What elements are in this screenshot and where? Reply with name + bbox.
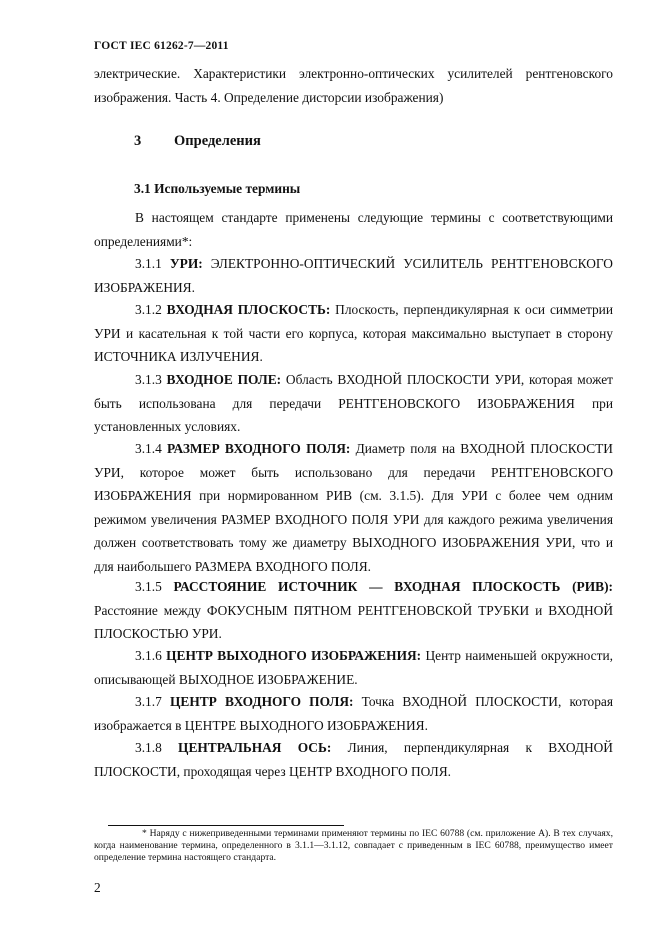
term-3-1-6 bbox=[94, 644, 613, 691]
term-number: 3.1.2 bbox=[135, 302, 162, 317]
term-3-1-3 bbox=[94, 368, 613, 439]
term-name: ВХОДНОЕ ПОЛЕ: bbox=[166, 372, 282, 387]
document-header: ГОСТ IEC 61262-7—2011 bbox=[94, 40, 229, 52]
term-number: 3.1.5 bbox=[135, 579, 162, 594]
term-definition: Плоскость, перпендикулярная к оси симметрии УРИ и касательная к той части его корпуса, которая максимально выступает в сторону ИСТОЧНИКА ИЗЛУЧЕНИЯ. bbox=[94, 302, 613, 365]
term-definition: Расстояние между ФОКУСНЫМ ПЯТНОМ РЕНТГЕНОВСКОЙ ТРУБКИ и ВХОДНОЙ ПЛОСКОСТЬЮ УРИ. bbox=[94, 602, 613, 642]
term-3-1-7 bbox=[94, 690, 613, 737]
subsection-title: 3.1 Используемые термины bbox=[134, 181, 301, 196]
term-3-1-1 bbox=[94, 252, 613, 299]
intro-paragraph: В настоящем стандарте применены следующие термины с соответствующими определениями*: bbox=[94, 210, 613, 249]
term-3-1-5 bbox=[94, 575, 613, 646]
term-3-1-8 bbox=[94, 736, 613, 783]
term-number: 3.1.7 bbox=[135, 694, 162, 709]
term-name: ЦЕНТР ВХОДНОГО ПОЛЯ: bbox=[169, 694, 354, 709]
term-name: РАССТОЯНИЕ ИСТОЧНИК — ВХОДНАЯ ПЛОСКОСТЬ (РИВ): bbox=[173, 579, 613, 594]
term-number: 3.1.6 bbox=[135, 648, 162, 663]
term-number: 3.1.8 bbox=[135, 740, 162, 755]
term-name: ЦЕНТРАЛЬНАЯ ОСЬ: bbox=[178, 740, 332, 755]
term-definition: Центр наименьшей окружности, описывающей ВЫХОДНОЕ ИЗОБРАЖЕНИЕ. bbox=[94, 648, 613, 687]
term-definition: Линия, перпендикулярная к ВХОДНОЙ ПЛОСКОСТИ, проходящая через ЦЕНТР ВХОДНОГО ПОЛЯ. bbox=[94, 740, 613, 779]
term-name: УРИ: bbox=[169, 256, 203, 271]
term-definition: Диаметр поля на ВХОДНОЙ ПЛОСКОСТИ УРИ, которое может быть использовано для передачи РЕНТГЕНОВСКОГО ИЗОБРАЖЕНИЯ при нормированном РИВ (см. 3.1.5). Для УРИ с более чем одним режимом увеличения РАЗМЕР ВХОДНОГО ПОЛЯ УРИ для каждого режима увеличения должен соответствовать тому же диаметру ВЫХОДНОГО ИЗОБРАЖЕНИЯ УРИ, что и для наибольшего РАЗМЕРА ВХОДНОГО ПОЛЯ. bbox=[94, 441, 613, 574]
term-3-1-2 bbox=[94, 298, 613, 369]
footnote: * Наряду с нижеприведенными терминами применяют термины по IEC 60788 (см. приложение А). В тех случаях, когда наименование термина, определенного в 3.1.1—3.1.12, совпадает с приведенным в IEC 60788, преимущество имеет определение термина настоящего стандарта. bbox=[94, 828, 613, 863]
term-3-1-4 bbox=[94, 437, 613, 579]
section-title: Определения bbox=[174, 133, 261, 149]
term-definition: Область ВХОДНОЙ ПЛОСКОСТИ УРИ, которая может быть использована для передачи РЕНТГЕНОВСКОГО ИЗОБРАЖЕНИЯ при установленных условиях. bbox=[94, 372, 613, 435]
term-definition: Точка ВХОДНОЙ ПЛОСКОСТИ, которая изображается в ЦЕНТРЕ ВЫХОДНОГО ИЗОБРАЖЕНИЯ. bbox=[94, 694, 613, 733]
term-definition: ЭЛЕКТРОННО-ОПТИЧЕСКИЙ УСИЛИТЕЛЬ РЕНТГЕНОВСКОГО ИЗОБРАЖЕНИЯ. bbox=[94, 256, 613, 295]
term-number: 3.1.4 bbox=[135, 441, 162, 456]
term-name: ВХОДНАЯ ПЛОСКОСТЬ: bbox=[166, 302, 331, 317]
footnote-divider bbox=[108, 825, 344, 826]
term-name: РАЗМЕР ВХОДНОГО ПОЛЯ: bbox=[167, 441, 351, 456]
page-number: 2 bbox=[94, 880, 101, 895]
term-number: 3.1.1 bbox=[135, 256, 162, 271]
continuation-text: электрические. Характеристики электронно-оптических усилителей рентгеновского изображения. Часть 4. Определение дисторсии изображения) bbox=[94, 66, 613, 105]
section-number: 3 bbox=[134, 133, 142, 149]
term-number: 3.1.3 bbox=[135, 372, 162, 387]
term-name: ЦЕНТР ВЫХОДНОГО ИЗОБРАЖЕНИЯ: bbox=[166, 648, 422, 663]
